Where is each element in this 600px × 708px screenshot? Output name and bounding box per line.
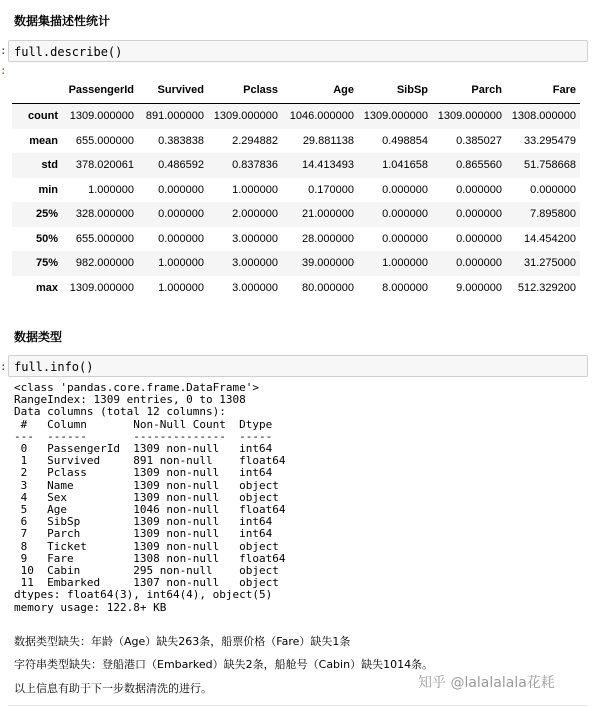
table-cell: 9.000000 <box>456 281 502 294</box>
describe-code-cell[interactable] <box>8 40 588 62</box>
table-row <box>12 104 580 129</box>
table-cell: 0.837836 <box>232 159 278 172</box>
column-header: Parch <box>432 76 506 104</box>
row-index-label: mean <box>29 134 58 147</box>
column-header: Age <box>282 76 358 104</box>
table-cell: 1.000000 <box>382 257 428 270</box>
types-section-heading: 数据类型 <box>14 330 63 344</box>
table-cell: 0.000000 <box>456 257 502 270</box>
table-cell: 3.000000 <box>232 281 278 294</box>
table-cell: 33.295479 <box>524 134 576 147</box>
table-cell: 1309.000000 <box>363 110 428 123</box>
zhihu-watermark: 知乎 @lalalalala花耗 <box>418 675 555 691</box>
info-code-cell[interactable] <box>8 355 588 377</box>
table-row <box>12 227 580 252</box>
table-cell: 39.000000 <box>302 257 354 270</box>
describe-code-text: full.describe() <box>14 45 123 59</box>
table-cell: 1309.000000 <box>213 110 278 123</box>
table-row <box>12 251 580 276</box>
table-cell: 2.294882 <box>232 134 278 147</box>
table-cell: 31.275000 <box>524 257 576 270</box>
table-cell: 0.000000 <box>382 208 428 221</box>
table-cell: 1.000000 <box>158 281 204 294</box>
string-missing-note: 字符串类型缺失：登船港口（Embarked）缺失2条，船舱号（Cabin）缺失1014条。 <box>14 658 434 671</box>
table-cell: 0.000000 <box>158 183 204 196</box>
column-header: SibSp <box>358 76 432 104</box>
table-cell: 0.383838 <box>158 134 204 147</box>
table-cell: 0.000000 <box>382 183 428 196</box>
table-row <box>12 178 580 203</box>
table-cell: 2.000000 <box>232 208 278 221</box>
table-cell: 1309.000000 <box>69 110 134 123</box>
row-index-label: max <box>35 281 58 294</box>
info-code-text: full.info() <box>14 360 94 374</box>
table-cell: 655.000000 <box>75 232 134 245</box>
table-cell: 29.881138 <box>302 134 354 147</box>
table-cell: 0.385027 <box>456 134 502 147</box>
table-cell: 51.758668 <box>524 159 576 172</box>
row-index-label: 50% <box>35 232 58 245</box>
table-row <box>12 153 580 178</box>
row-index-label: 75% <box>35 257 58 270</box>
table-row <box>12 276 580 301</box>
table-cell: 0.000000 <box>456 208 502 221</box>
column-header: PassengerId <box>62 76 138 104</box>
table-cell: 0.000000 <box>158 232 204 245</box>
table-cell: 80.000000 <box>302 281 354 294</box>
input-prompt-marker: : <box>0 360 7 373</box>
table-cell: 14.413493 <box>302 159 354 172</box>
table-cell: 1046.000000 <box>289 110 354 123</box>
output-prompt-marker: : <box>0 64 7 77</box>
table-cell: 982.000000 <box>75 257 134 270</box>
table-cell: 328.000000 <box>75 208 134 221</box>
column-header: Survived <box>138 76 208 104</box>
divider <box>8 705 588 706</box>
table-cell: 1.000000 <box>158 257 204 270</box>
table-cell: 0.498854 <box>382 134 428 147</box>
table-cell: 0.000000 <box>158 208 204 221</box>
table-cell: 1.000000 <box>88 183 134 196</box>
table-cell: 3.000000 <box>232 232 278 245</box>
table-row <box>12 129 580 154</box>
conclusion-note: 以上信息有助于下一步数据清洗的进行。 <box>14 682 212 695</box>
table-cell: 21.000000 <box>302 208 354 221</box>
table-cell: 0.000000 <box>456 232 502 245</box>
table-cell: 0.000000 <box>456 183 502 196</box>
describe-table-header <box>12 76 580 104</box>
table-cell: 0.486592 <box>158 159 204 172</box>
info-output: <class 'pandas.core.frame.DataFrame'> RangeIndex: 1309 entries, 0 to 1308 Data columns (total 12 columns): # Column Non-Null Count Dtype --- ------ -------------- ----- 0 PassengerId 1309 non-null int64 1 Survived 891 non-null float64 2 Pclass 1309 non-null int64 3 Name 1309 non-null object 4 Sex 1309 non-null object 5 Age 1046 non-null float64 6 SibSp 1309 non-null int64 7 Parch 1309 non-null int64 8 Ticket 1309 non-null object 9 Fare 1308 non-null float64 10 Cabin 295 non-null object 11 Embarked 1307 non-null object dtypes: float64(3), int64(4), object(5) memory usage: 122.8+ KB <box>14 381 286 614</box>
table-cell: 14.454200 <box>524 232 576 245</box>
table-cell: 1.041658 <box>382 159 428 172</box>
table-cell: 3.000000 <box>232 257 278 270</box>
table-cell: 1309.000000 <box>437 110 502 123</box>
table-cell: 0.865560 <box>456 159 502 172</box>
table-cell: 1.000000 <box>232 183 278 196</box>
table-cell: 1308.000000 <box>511 110 576 123</box>
table-cell: 655.000000 <box>75 134 134 147</box>
column-header: Pclass <box>208 76 282 104</box>
index-header <box>12 76 62 104</box>
table-cell: 8.000000 <box>382 281 428 294</box>
table-cell: 0.170000 <box>308 183 354 196</box>
table-cell: 28.000000 <box>302 232 354 245</box>
numeric-missing-note: 数据类型缺失：年龄（Age）缺失263条，船票价格（Fare）缺失1条 <box>14 635 351 648</box>
table-cell: 0.000000 <box>530 183 576 196</box>
table-row <box>12 202 580 227</box>
table-cell: 378.020061 <box>75 159 134 172</box>
describe-table <box>12 76 580 300</box>
row-index-label: 25% <box>35 208 58 221</box>
input-prompt-marker: : <box>0 44 7 57</box>
describe-section-heading: 数据集描述性统计 <box>14 14 111 28</box>
row-index-label: min <box>38 183 58 196</box>
table-cell: 512.329200 <box>517 281 576 294</box>
table-cell: 1309.000000 <box>69 281 134 294</box>
column-header: Fare <box>506 76 580 104</box>
row-index-label: std <box>41 159 58 172</box>
table-cell: 7.895800 <box>530 208 576 221</box>
row-index-label: count <box>28 110 58 123</box>
table-cell: 0.000000 <box>382 232 428 245</box>
table-cell: 891.000000 <box>145 110 204 123</box>
